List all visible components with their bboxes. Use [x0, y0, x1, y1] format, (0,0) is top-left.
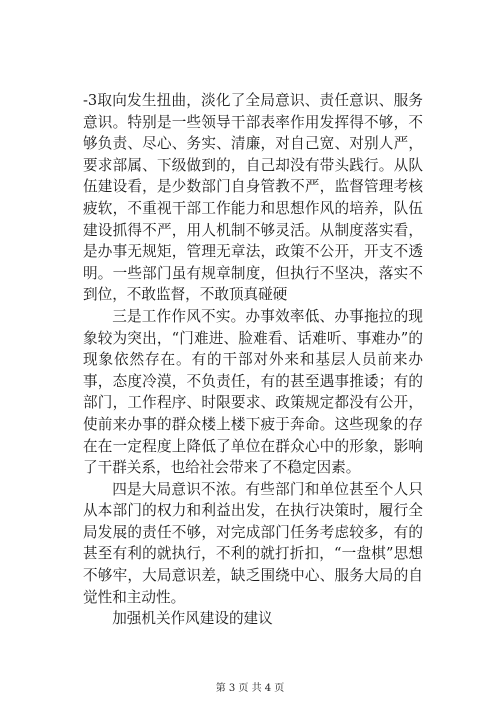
page-footer: 第 3 页 共 4 页: [215, 683, 285, 694]
paragraph-overall-awareness: 四是大局意识不浓。有些部门和单位甚至个人只从本部门的权力和利益出发，在执行决策时，履行全局发展的责任不够，对完成部门任务考虑较多，有的甚至有利的就执行，不利的就打折扣，“一盘棋”思想不够牢，大局意识差，缺乏围绕中心、服务大局的自觉性和主动性。: [83, 480, 423, 606]
document-body: [83, 90, 423, 630]
section-heading-suggestions: 加强机关作风建设的建议: [112, 610, 273, 628]
paragraph-work-style: 三是工作作风不实。办事效率低、办事拖拉的现象较为突出，“门难进、脸难看、话难听、事难办”的现象依然存在。有的干部对外来和基层人员前来办事，态度冷漠，不负责任，有的甚至遇事推诿；有的部门，工作程序、时限要求、政策规定都没有公开，使前来办事的群众楼上楼下疲于奔命。这些现象的存在在一定程度上降低了单位在群众心中的形象，影响了干群关系，也给社会带来了不稳定因素。: [83, 307, 423, 477]
paragraph-continuation: -3取向发生扭曲，淡化了全局意识、责任意识、服务意识。特别是一些领导干部表率作用发挥得不够，不够负责、尽心、务实、清廉，对自己宽、对别人严，要求部属、下级做到的，自己却没有带头践行。从队伍建设看，是少数部门自身管教不严，监督管理考核疲软，不重视干部工作能力和思想作风的培养，队伍建设抓得不严，用人机制不够灵活。从制度落实看，是办事无规矩，管理无章法，政策不公开，开支不透明。一些部门虽有规章制度，但执行不坚决，落实不到位，不敢监督，不敢顶真碰硬: [83, 92, 423, 304]
